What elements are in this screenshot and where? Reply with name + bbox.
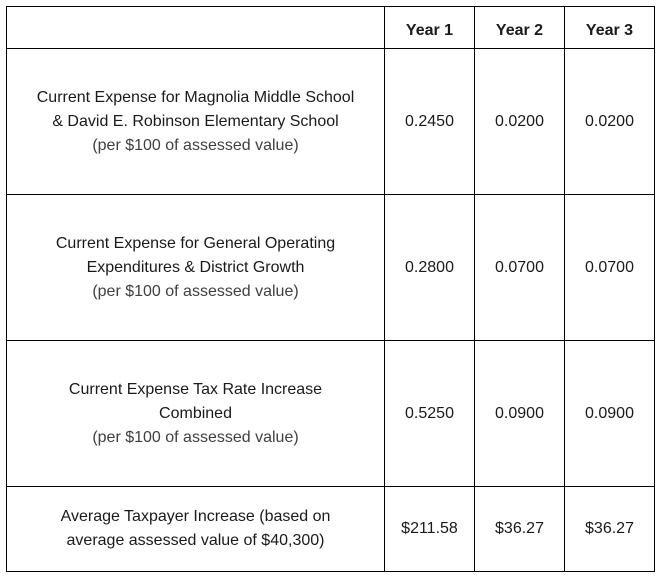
year-2-value: $36.27 (475, 487, 565, 572)
year-1-value: 0.2800 (385, 195, 475, 341)
year-2-value: 0.0700 (475, 195, 565, 341)
header-year-3: Year 3 (565, 7, 655, 49)
row-label-line: Expenditures & District Growth (86, 258, 305, 276)
table-row (7, 487, 655, 572)
row-label-line: Current Expense for General Operating (55, 234, 336, 252)
year-1-value: $211.58 (385, 487, 475, 572)
table-row (7, 195, 655, 341)
row-label-note: (per $100 of assessed value) (92, 136, 299, 154)
row-label-note: (per $100 of assessed value) (92, 428, 299, 446)
row-label-line: & David E. Robinson Elementary School (52, 112, 339, 130)
year-2-value: 0.0200 (475, 49, 565, 195)
table-row (7, 49, 655, 195)
header-empty-cell (7, 7, 385, 49)
year-1-value: 0.2450 (385, 49, 475, 195)
row-label-line: Average Taxpayer Increase (based on (60, 508, 331, 525)
header-year-2: Year 2 (475, 7, 565, 49)
year-3-value: 0.0200 (565, 49, 655, 195)
year-3-value: 0.0700 (565, 195, 655, 341)
year-2-value: 0.0900 (475, 341, 565, 487)
row-label-line: Combined (159, 404, 232, 422)
row-label (7, 341, 385, 487)
year-3-value: 0.0900 (565, 341, 655, 487)
year-3-value: $36.27 (565, 487, 655, 572)
header-year-1: Year 1 (385, 7, 475, 49)
table-row (7, 341, 655, 487)
row-label (7, 195, 385, 341)
row-label-line: Current Expense Tax Rate Increase (68, 380, 323, 398)
tax-rate-table (6, 6, 655, 572)
row-label (7, 487, 385, 572)
row-label-line: Current Expense for Magnolia Middle School (36, 88, 355, 106)
row-label-line: average assessed value of $40,300) (66, 532, 325, 549)
row-label (7, 49, 385, 195)
row-label-note: (per $100 of assessed value) (92, 282, 299, 300)
year-1-value: 0.5250 (385, 341, 475, 487)
header-row (7, 7, 655, 49)
